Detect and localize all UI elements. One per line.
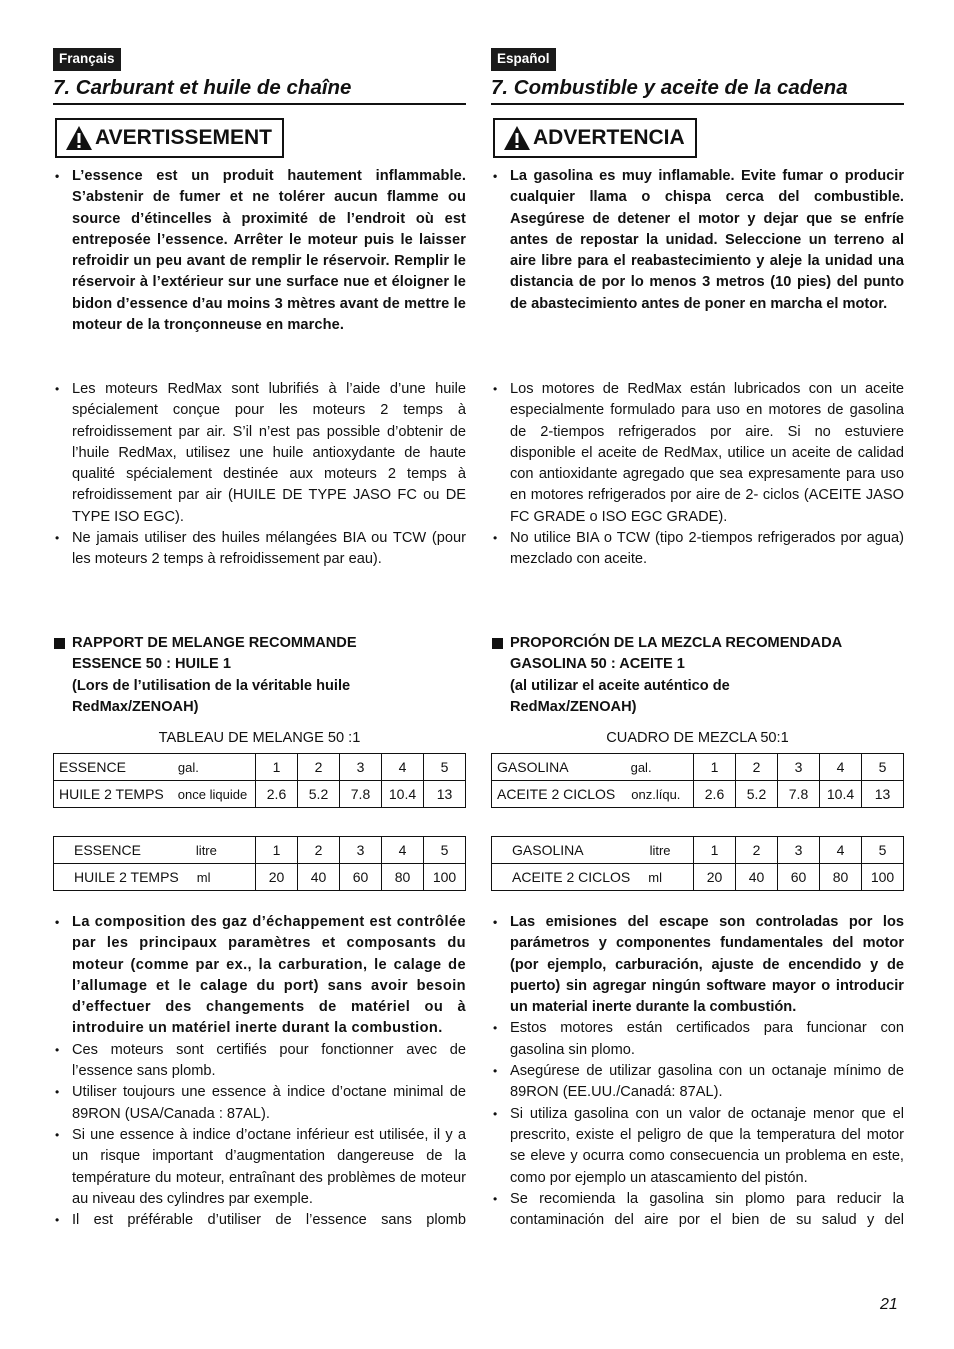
warning-box: [55, 118, 284, 158]
warning-label: ADVERTENCIA: [533, 126, 685, 149]
list-item: • No utilice BIA o TCW (tipo 2-tiempos refrigerados por agua) mezclado con aceite.: [491, 528, 904, 571]
mix-table-litres: [53, 836, 466, 891]
table-row: GASOLINA gal. 1 2 3 4 5: [492, 754, 904, 781]
list-item: • La composition des gaz d’échappement est contrôlée par les principaux paramètres et composants du moteur (comme par ex., la carburation, le calage de l’allumage et le calage du port) sans avoir besoin d’effectuer des changements de matériel ou à introduire un matériel inerte durant la combustion.: [53, 912, 466, 1040]
language-tag: Français: [53, 48, 121, 71]
list-item: • Ne jamais utiliser des huiles mélangées BIA ou TCW (pour les moteurs 2 temps à refroidissement par eau).: [53, 528, 466, 571]
warning-triangle-icon: [503, 125, 531, 151]
list-item: • Si une essence à indice d’octane inférieur est utilisée, il y a un risque important d’augmentation dangereuse de la température du moteur, entraînant des problèmes de moteur au niveau des cylindres par exemple.: [53, 1125, 466, 1210]
list-item: • Los motores de RedMax están lubricados con un aceite especialmente formulado para uso en motores de gasolina de 2-tiempos refrigerados por aire. Si no estuviere disponible el aceite de RedMax, utilice un aceite de calidad con antioxidante agregado que sea expresamente para uso en motores refrigerados por aire de 2- ciclos (ACEITE JASO FC GRADE o ISO EGC GRADE).: [491, 379, 904, 528]
mix-ratio-heading: PROPORCIÓN DE LA MEZCLA RECOMENDADA GASOLINA 50 : ACEITE 1 (al utilizar el aceite auténtico de RedMax/ZENOAH): [491, 633, 904, 718]
list-item: • Asegúrese de utilizar gasolina con un octanaje mínimo de 89RON (EE.UU./Canadá: 87AL).: [491, 1061, 904, 1104]
table-row: ESSENCE litre 1 2 3 4 5: [54, 837, 466, 864]
list-item: • Ces moteurs sont certifiés pour fonctionner avec de l’essence sans plomb.: [53, 1040, 466, 1083]
list-item: • Se recomienda la gasolina sin plomo para reducir la contaminación del aire por el bien de su salud y del: [491, 1189, 904, 1232]
list-item: • Les moteurs RedMax sont lubrifiés à l’aide d’une huile spécialement conçue pour les moteurs 2 temps à refroidissement par air. S’il n’est pas possible d’obtenir de l’huile RedMax, utilisez une huile antioxydante de haute qualité spécialement destinée aux moteurs 2 temps à refroidissement par air (HUILE DE TYPE JASO FC ou DE TYPE ISO EGC).: [53, 379, 466, 528]
table-caption: TABLEAU DE MELANGE 50 :1: [158, 730, 361, 746]
warning-list: [491, 166, 904, 315]
list-item: • L’essence est un produit hautement inflammable. S’abstenir de fumer et ne tolérer aucun flamme ou source d’étincelles à proximité de l’endroit où est entreposée l’essence. Arrêter le moteur puis le laisser refroidir un peu avant de remplir le réservoir. Remplir le réservoir à l’extérieur sur une surface nue et éloigner le bidon d’essence d’au moins 3 mètres avant de mettre le moteur de la tronçonneuse en marche.: [53, 166, 466, 336]
oil-list: [491, 379, 904, 571]
list-item: • Il est préférable d’utiliser de l’essence sans plomb: [53, 1210, 466, 1231]
language-tag: Español: [491, 48, 556, 71]
mix-table-litres: [491, 836, 904, 891]
square-bullet-icon: [54, 638, 65, 649]
warning-label: AVERTISSEMENT: [95, 126, 272, 149]
list-item: • Estos motores están certificados para funcionar con gasolina sin plomo.: [491, 1018, 904, 1061]
table-row: HUILE 2 TEMPS ml 20 40 60 80 100: [54, 864, 466, 891]
table-row: HUILE 2 TEMPS once liquide 2.6 5.2 7.8 10.4 13: [54, 781, 466, 808]
table-row: ESSENCE gal. 1 2 3 4 5: [54, 754, 466, 781]
emissions-list: [491, 912, 904, 1231]
table-caption: CUADRO DE MEZCLA 50:1: [606, 730, 789, 746]
list-item: • Utiliser toujours une essence à indice d’octane minimal de 89RON (USA/Canada : 87AL).: [53, 1082, 466, 1125]
mix-table-gallons: [53, 753, 466, 808]
section-title: 7. Combustible y aceite de la cadena: [491, 76, 904, 105]
warning-box: [493, 118, 697, 158]
mix-table-gallons: [491, 753, 904, 808]
page-number: 21: [880, 1296, 898, 1313]
square-bullet-icon: [492, 638, 503, 649]
table-row: ACEITE 2 CICLOS onz.líqu. 2.6 5.2 7.8 10.4 13: [492, 781, 904, 808]
list-item: • Si utiliza gasolina con un valor de octanaje menor que el prescrito, existe el peligro de que la temperatura del motor se eleve y ocurra como consecuencia un problema en este, como por ejemplo un atascamiento del pistón.: [491, 1104, 904, 1189]
oil-list: [53, 379, 466, 571]
warning-list: [53, 166, 466, 336]
list-item: • Las emisiones del escape son controladas por los parámetros y componentes fundamentales del motor (por ejemplo, carburación, ajuste de encendido y de puerto) sin agregar ningún software mayor o introducir un material inerte durante la combustión.: [491, 912, 904, 1018]
warning-triangle-icon: [65, 125, 93, 151]
section-title: 7. Carburant et huile de chaîne: [53, 76, 466, 105]
emissions-list: [53, 912, 466, 1231]
list-item: • La gasolina es muy inflamable. Evite fumar o producir cualquier llama o chispa cerca del combustible. Asegúrese de detener el motor y dejar que se enfríe antes de repostar la unidad. Seleccione un terreno al aire libre para el reabastecimiento y aleje la unidad una distancia de por lo menos 3 metros (10 pies) del punto de abastecimiento antes de poner en marcha el motor.: [491, 166, 904, 315]
table-row: GASOLINA litre 1 2 3 4 5: [492, 837, 904, 864]
table-row: ACEITE 2 CICLOS ml 20 40 60 80 100: [492, 864, 904, 891]
mix-ratio-heading: RAPPORT DE MELANGE RECOMMANDE ESSENCE 50 : HUILE 1 (Lors de l’utilisation de la véritable huile RedMax/ZENOAH): [53, 633, 466, 718]
